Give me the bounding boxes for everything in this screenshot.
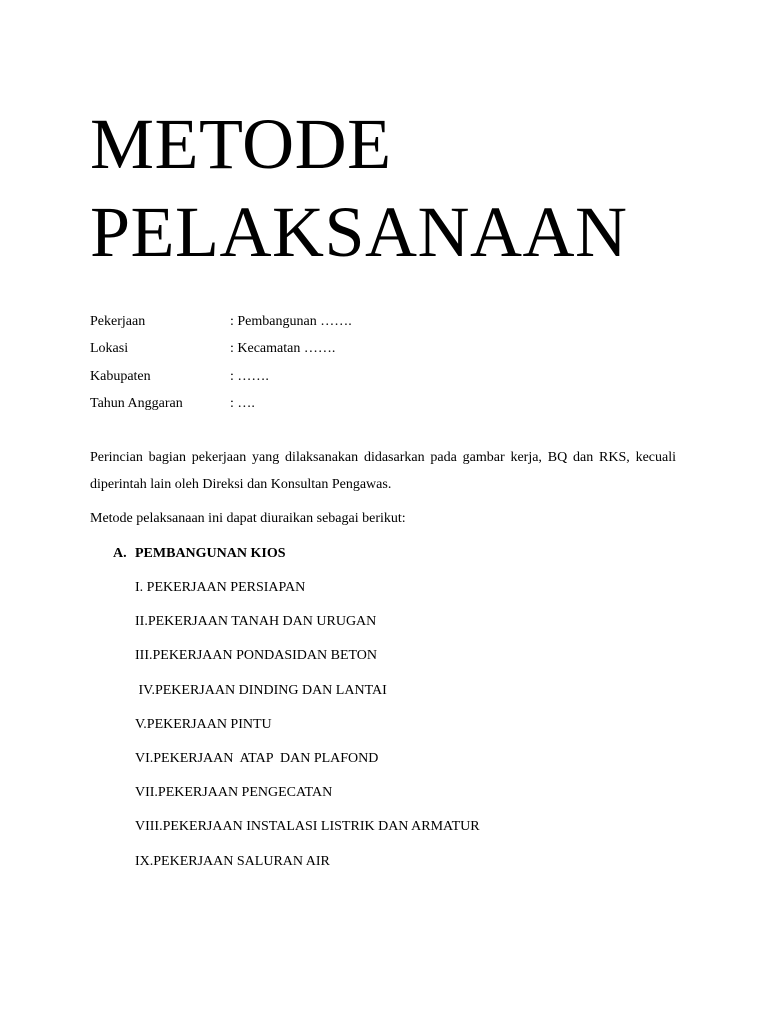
intro-paragraph: Perincian bagian pekerjaan yang dilaksanakan didasarkan pada gambar kerja, BQ dan RKS, kecuali diperintah lain oleh Direksi dan Konsultan Pengawas. bbox=[90, 450, 676, 492]
section-title: PEMBANGUNAN KIOS bbox=[135, 546, 286, 561]
info-value: : …. bbox=[230, 396, 255, 412]
work-items-list bbox=[135, 577, 480, 885]
info-label: Tahun Anggaran bbox=[90, 396, 183, 412]
info-label: Kabupaten bbox=[90, 368, 151, 384]
method-intro-paragraph: Metode pelaksanaan ini dapat diuraikan sebagai berikut: bbox=[90, 511, 406, 526]
info-row-tahun-anggaran bbox=[90, 391, 352, 419]
info-label: Pekerjaan bbox=[90, 313, 146, 329]
project-info-table bbox=[90, 308, 352, 418]
info-value: : Kecamatan ……. bbox=[230, 341, 336, 357]
list-item: I. PEKERJAAN PERSIAPAN bbox=[135, 580, 306, 595]
info-value: : Pembangunan ……. bbox=[230, 313, 352, 329]
list-item: III.PEKERJAAN PONDASIDAN BETON bbox=[135, 648, 378, 664]
list-item: VII.PEKERJAAN PENGECATAN bbox=[135, 785, 333, 801]
list-item: V.PEKERJAAN PINTU bbox=[135, 716, 272, 732]
list-item: IV.PEKERJAAN DINDING DAN LANTAI bbox=[135, 682, 387, 698]
title-line-2: PELAKSANAAN bbox=[90, 192, 628, 272]
info-value: : ……. bbox=[230, 368, 269, 384]
document-title bbox=[90, 100, 628, 276]
title-line-1: METODE bbox=[90, 104, 392, 184]
section-heading bbox=[113, 543, 286, 565]
info-row-pekerjaan bbox=[90, 308, 352, 336]
list-item: VI.PEKERJAAN ATAP DAN PLAFOND bbox=[135, 750, 379, 766]
info-row-kabupaten bbox=[90, 363, 352, 391]
list-item: VIII.PEKERJAAN INSTALASI LISTRIK DAN ARMATUR bbox=[135, 819, 480, 835]
section-letter: A. bbox=[113, 546, 127, 561]
list-item: II.PEKERJAAN TANAH DAN URUGAN bbox=[135, 614, 377, 630]
list-item: IX.PEKERJAAN SALURAN AIR bbox=[135, 853, 330, 869]
info-label: Lokasi bbox=[90, 341, 129, 357]
info-row-lokasi bbox=[90, 336, 352, 364]
